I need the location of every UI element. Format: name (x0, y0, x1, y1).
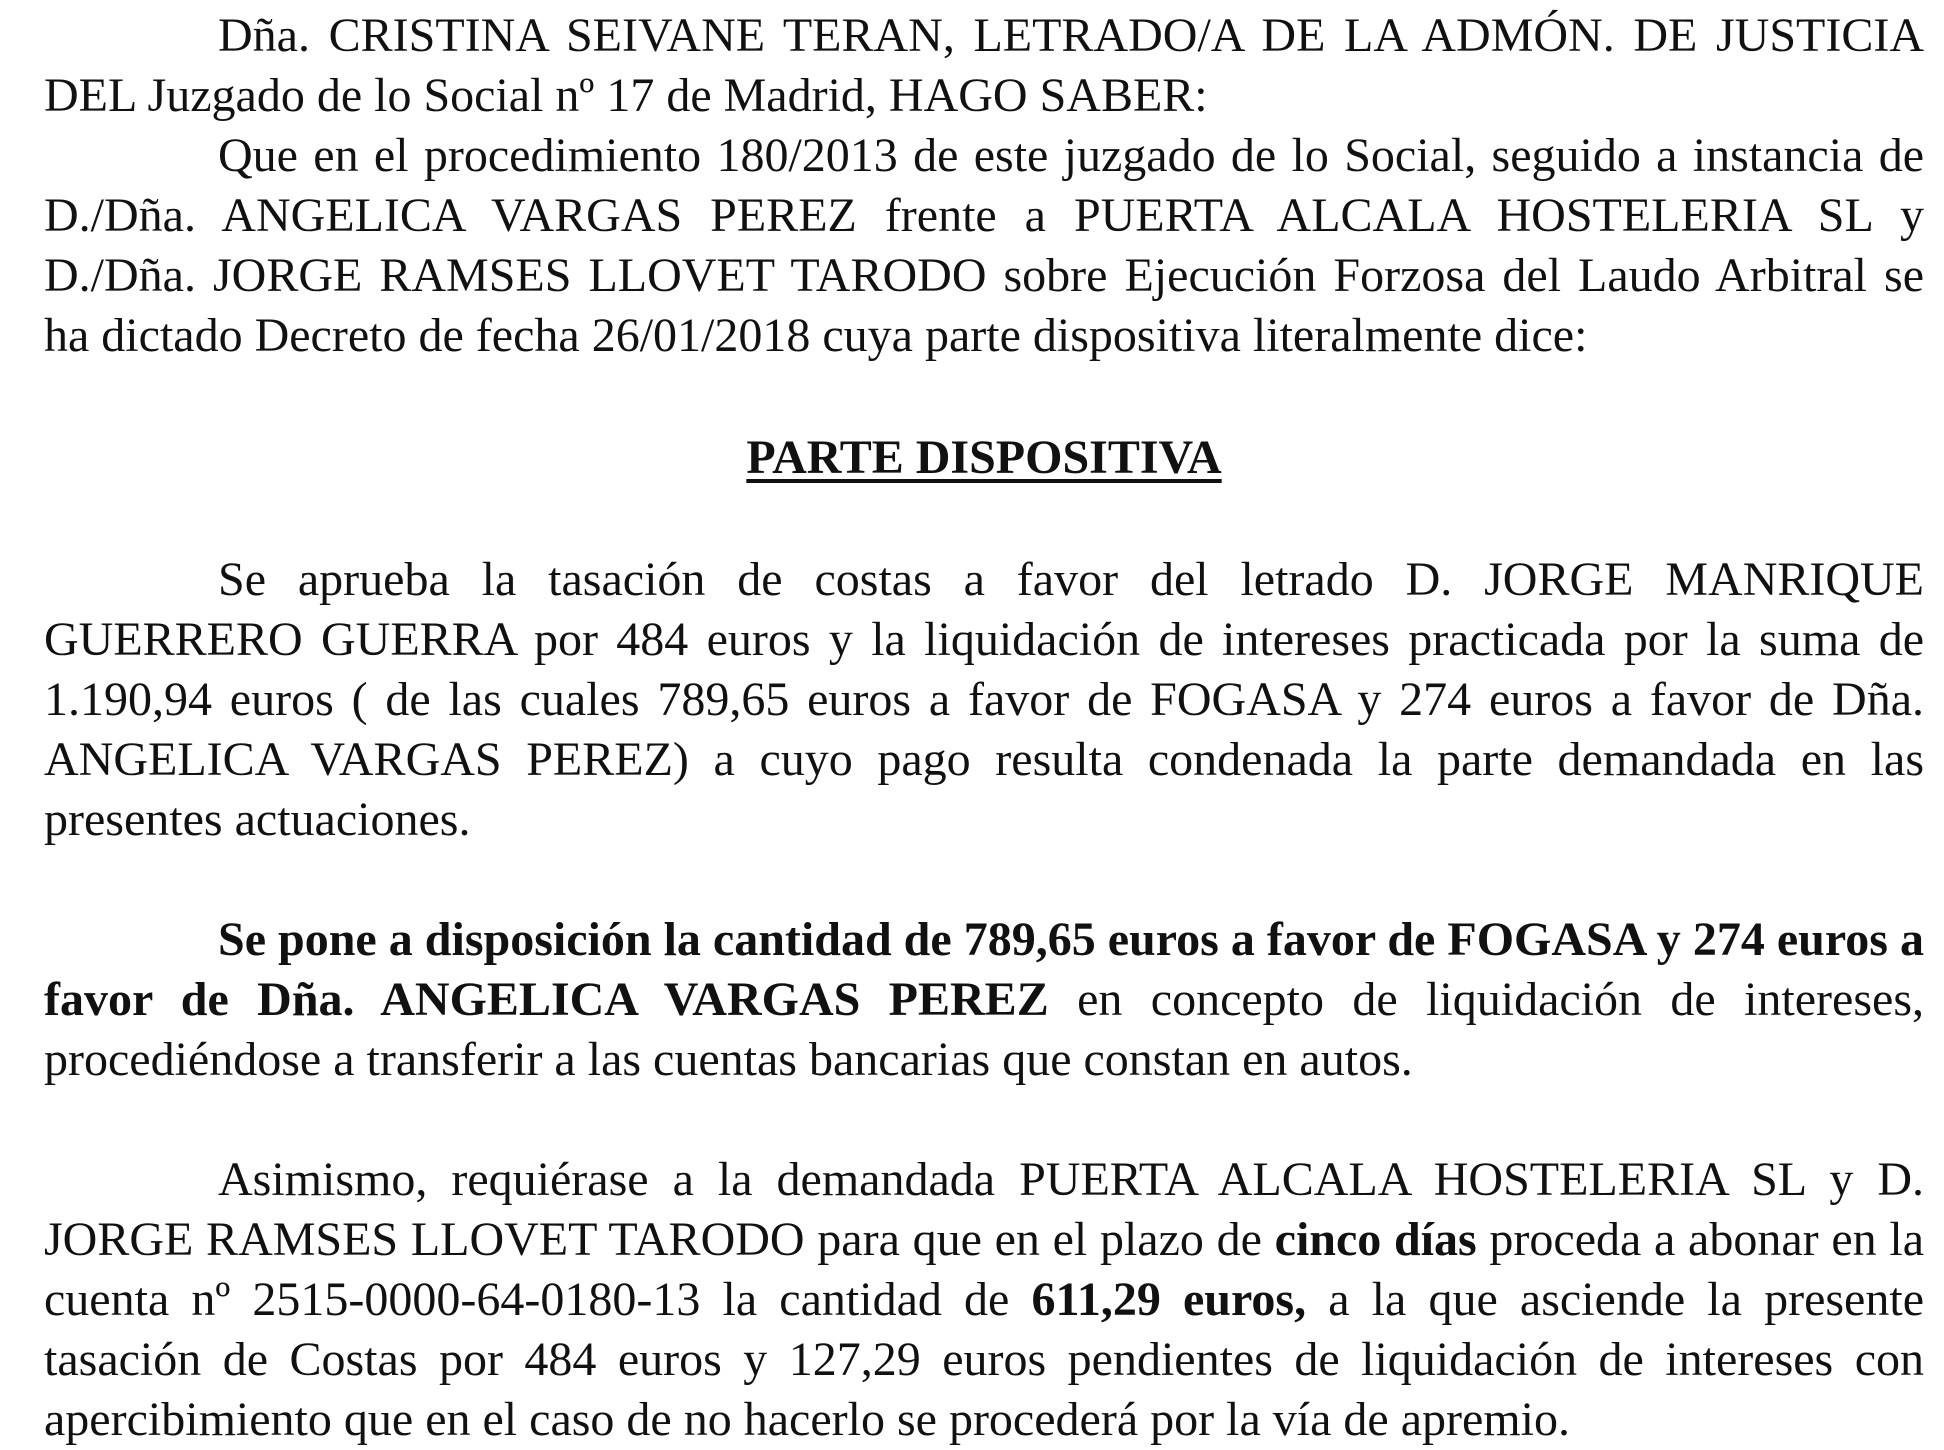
section-heading: PARTE DISPOSITIVA (746, 431, 1222, 484)
ruling-paragraph-costs: Se aprueba la tasación de costas a favor del letrado D. JORGE MANRIQUE GUERRERO GUERRA por 484 euros y la liquidación de intereses practicada por la suma de 1.190,94 euros ( de las cuales 789,65 euros a favor de FOGASA y 274 euros a favor de Dña. ANGELICA VARGAS PEREZ) a cuyo pago resulta condenada la parte demandada en las presentes actuaciones. (44, 553, 1924, 846)
intro-paragraph-2: Que en el procedimiento 180/2013 de este juzgado de lo Social, seguido a instancia de D./Dña. ANGELICA VARGAS PEREZ frente a PUERTA ALCALA HOSTELERIA SL y D./Dña. JORGE RAMSES LLOVET TARODO sobre Ejecución Forzosa del Laudo Arbitral se ha dictado Decreto de fecha 26/01/2018 cuya parte dispositiva literalmente dice: (44, 129, 1924, 362)
requirement-text-1: Asimismo, requiérase a la demandada PUERTA ALCALA HOSTELERIA SL y D. JORGE RAMSES LLOVET TARODO para que en el plazo de (44, 1153, 1924, 1266)
document-page (44, 6, 1924, 1450)
intro-paragraph-1: Dña. CRISTINA SEIVANE TERAN, LETRADO/A DE LA ADMÓN. DE JUSTICIA DEL Juzgado de lo Social nº 17 de Madrid, HAGO SABER: (44, 9, 1924, 122)
ruling-paragraph-requirement (44, 1150, 1924, 1450)
ruling-paragraph-disposal (44, 910, 1924, 1090)
requirement-amount-bold: 611,29 euros, (1031, 1273, 1307, 1326)
requirement-term-bold: cinco días (1274, 1213, 1477, 1266)
disposal-text: en concepto de liquidación de intereses, procediéndose a transferir a las cuentas bancarias que constan en autos. (44, 973, 1924, 1086)
disposal-bold-text: Se pone a disposición la cantidad de 789,65 euros a favor de FOGASA y 274 euros a favor de Dña. ANGELICA VARGAS PEREZ (44, 913, 1924, 1026)
requirement-text-3: a la que asciende la presente tasación de Costas por 484 euros y 127,29 euros pendientes de liquidación de intereses con apercibimiento que en el caso de no hacerlo se procederá por la vía de apremio. (44, 1273, 1924, 1446)
requirement-text-2: proceda a abonar en la cuenta nº 2515-0000-64-0180-13 la cantidad de (44, 1213, 1924, 1326)
